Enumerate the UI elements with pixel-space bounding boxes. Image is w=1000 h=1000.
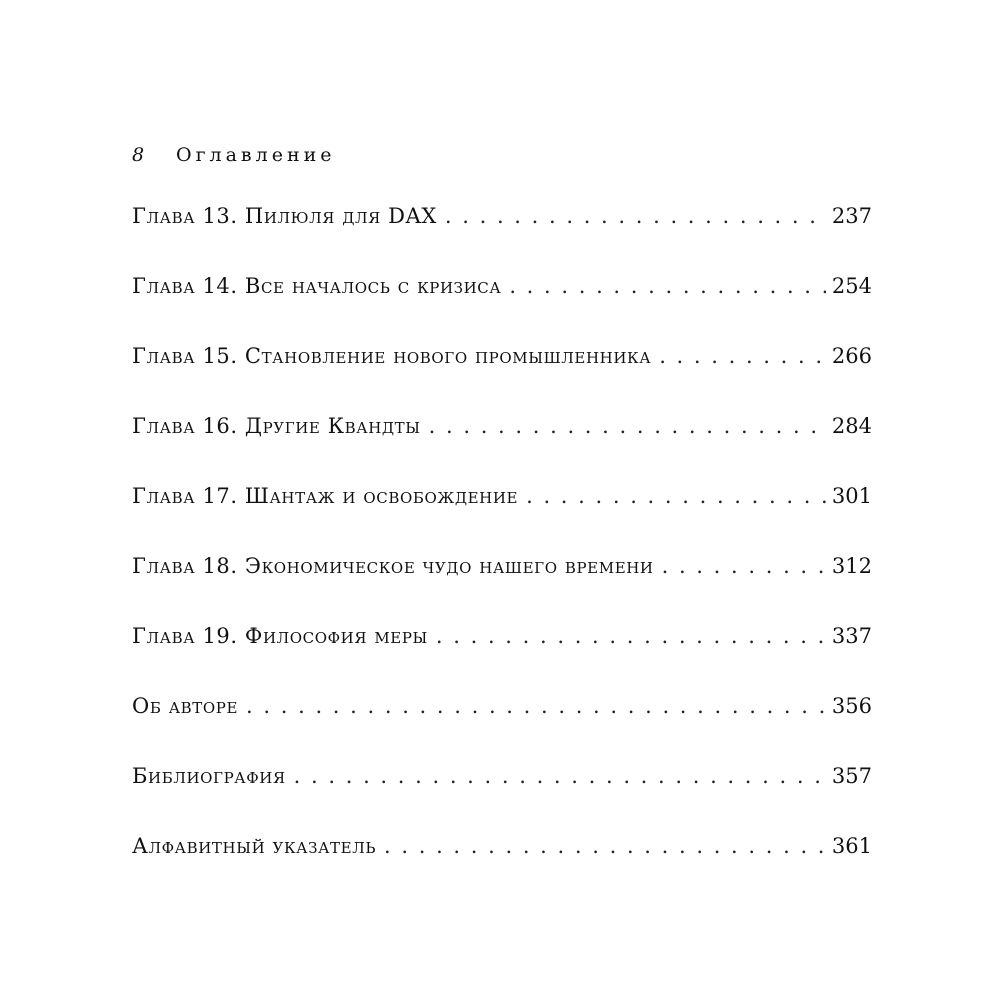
toc-entry-page: 357 xyxy=(831,764,872,788)
toc-entry-title: Глава 16. Другие Квандты xyxy=(132,414,421,438)
toc-entry-title: Глава 18. Экономическое чудо нашего времени xyxy=(132,554,654,578)
toc-entry-title: Глава 14. Все началось с кризиса xyxy=(132,274,502,298)
toc-entry xyxy=(132,759,872,829)
toc-entry-page: 356 xyxy=(831,694,872,718)
toc-entry-page: 237 xyxy=(831,204,872,228)
page-number: 8 xyxy=(132,144,145,166)
toc-entry-page: 312 xyxy=(831,554,872,578)
running-head-title: Оглавление xyxy=(176,144,336,166)
toc-entry xyxy=(132,409,872,479)
toc-entry-title: Глава 15. Становление нового промышленника xyxy=(132,344,652,368)
toc-entry-page: 254 xyxy=(831,274,872,298)
table-of-contents xyxy=(132,199,872,899)
dot-leader xyxy=(429,409,826,443)
dot-leader xyxy=(294,759,826,793)
toc-entry-title: Об авторе xyxy=(132,694,239,718)
toc-entry xyxy=(132,479,872,549)
toc-entry xyxy=(132,199,872,269)
toc-entry-page: 301 xyxy=(831,484,872,508)
toc-entry xyxy=(132,269,872,339)
dot-leader xyxy=(384,829,826,863)
dot-leader xyxy=(445,199,826,233)
toc-entry-title: Глава 17. Шантаж и освобождение xyxy=(132,484,519,508)
toc-entry-page: 284 xyxy=(831,414,872,438)
toc-entry-page: 337 xyxy=(831,624,872,648)
toc-entry-title: Глава 13. Пилюля для DAX xyxy=(132,204,437,228)
dot-leader xyxy=(662,549,826,583)
toc-entry xyxy=(132,619,872,689)
toc-entry-title: Библиография xyxy=(132,764,286,788)
toc-entry xyxy=(132,829,872,899)
dot-leader xyxy=(526,479,826,513)
toc-entry xyxy=(132,689,872,759)
toc-entry-title: Глава 19. Философия меры xyxy=(132,624,428,648)
toc-entry xyxy=(132,339,872,409)
toc-entry-page: 361 xyxy=(831,834,872,858)
dot-leader xyxy=(659,339,826,373)
dot-leader xyxy=(246,689,826,723)
toc-entry-page: 266 xyxy=(831,344,872,368)
dot-leader xyxy=(509,269,826,303)
toc-entry xyxy=(132,549,872,619)
dot-leader xyxy=(436,619,826,653)
running-head xyxy=(132,142,336,168)
toc-entry-title: Алфавитный указатель xyxy=(132,834,377,858)
